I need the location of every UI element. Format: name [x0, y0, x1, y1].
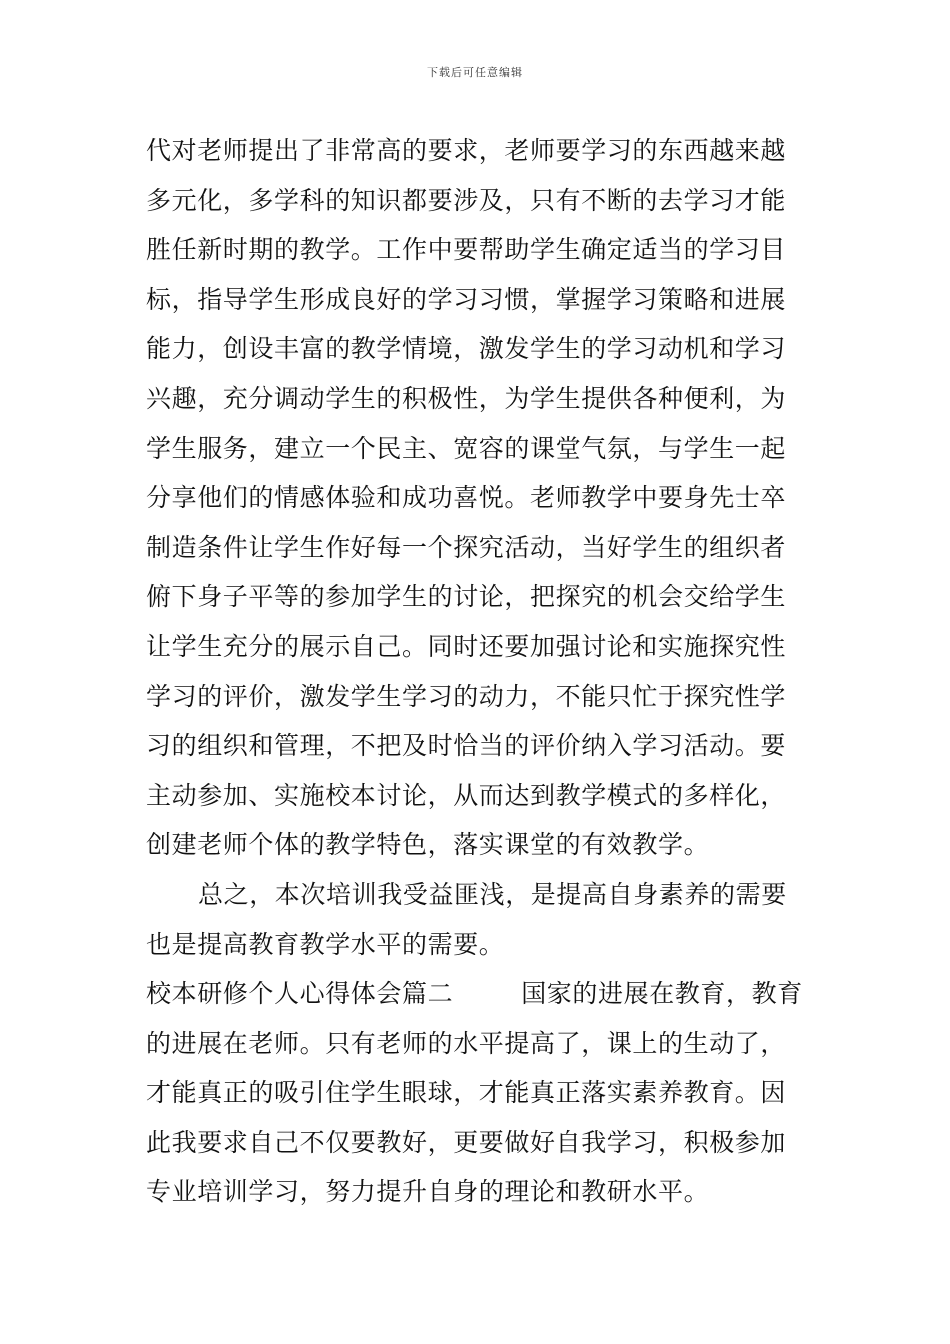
paragraph-line: 学生服务，建立一个民主、宽容的课堂气氛，与学生一起	[146, 433, 787, 463]
paragraph-line: 的进展在老师。只有老师的水平提高了，课上的生动了，	[146, 1028, 787, 1058]
paragraph-line: 学习的评价，激发学生学习的动力，不能只忙于探究性学	[146, 681, 787, 711]
page-header: 下载后可任意编辑	[427, 66, 523, 79]
paragraph-line: 才能真正的吸引住学生眼球，才能真正落实素养教育。因	[146, 1078, 787, 1108]
paragraph-line: 标，指导学生形成良好的学习习惯，掌握学习策略和进展	[146, 284, 787, 314]
paragraph-line: 主动参加、实施校本讨论，从而达到教学模式的多样化，	[146, 780, 787, 810]
paragraph-line: 俯下身子平等的参加学生的讨论，把探究的机会交给学生	[146, 582, 787, 612]
section-heading-line	[146, 969, 826, 1019]
paragraph-line: 此我要求自己不仅要教好，更要做好自我学习，积极参加	[146, 1127, 787, 1157]
paragraph-line: 习的组织和管理，不把及时恰当的评价纳入学习活动。要	[146, 731, 787, 761]
paragraph-line: 胜任新时期的教学。工作中要帮助学生确定适当的学习目	[146, 235, 787, 265]
section-title: 校本研修个人心得体会篇二	[146, 979, 454, 1009]
document-body	[146, 126, 826, 1217]
paragraph-line: 总之，本次培训我受益匪浅，是提高自身素养的需要	[198, 879, 787, 909]
paragraph-line: 也是提高教育教学水平的需要。	[146, 929, 505, 959]
paragraph-line: 创建老师个体的教学特色，落实课堂的有效教学。	[146, 830, 710, 860]
paragraph-line: 多元化，多学科的知识都要涉及，只有不断的去学习才能	[146, 185, 787, 215]
paragraph-line: 制造条件让学生作好每一个探究活动，当好学生的组织者	[146, 532, 787, 562]
paragraph-line: 能力，创设丰富的教学情境，激发学生的学习动机和学习	[146, 334, 787, 364]
paragraph-line: 代对老师提出了非常高的要求，老师要学习的东西越来越	[146, 136, 787, 165]
paragraph-line: 让学生充分的展示自己。同时还要加强讨论和实施探究性	[146, 631, 787, 661]
paragraph-line: 分享他们的情感体验和成功喜悦。老师教学中要身先士卒	[146, 483, 787, 513]
paragraph-line: 专业培训学习，努力提升自身的理论和教研水平。	[146, 1177, 710, 1207]
section-first-line: 国家的进展在教育，教育	[521, 979, 803, 1009]
paragraph-line: 兴趣，充分调动学生的积极性，为学生提供各种便利，为	[146, 383, 787, 413]
